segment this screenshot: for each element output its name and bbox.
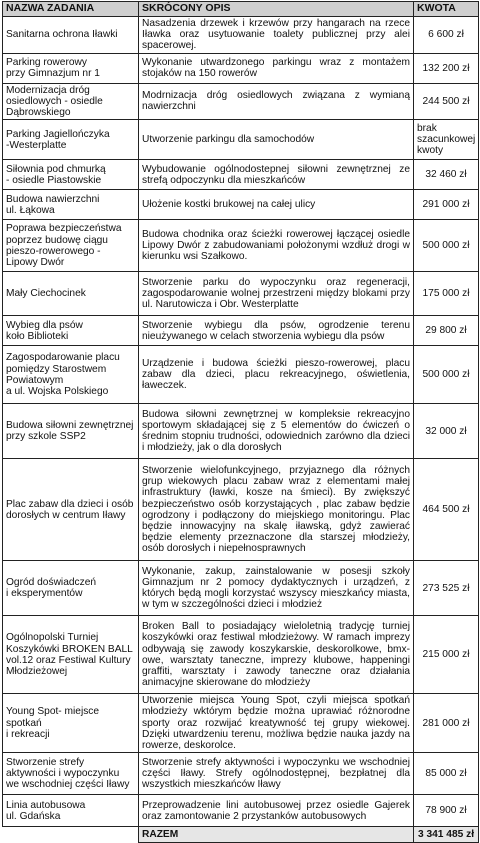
- project-description: Stworzenie wielofunkcyjnego, przyjaznego dla różnych grup wiekowych placu zabaw wraz z elementami małej infrastruktury (ławki, kosze na śmieci). By zwiększyć bezpieczeństwo osób korzystających , plac zabaw będzie ogrodzony i podłączony do miejskiego monitoringu. Plac będzie innowacyjny na skalę iławską, gdyż zawierać będzie elementy przeznaczone dla starszej młodzieży, osób dorosłych i niepełnosprawnych: [139, 459, 414, 561]
- project-amount: 132 200 zł: [414, 53, 479, 83]
- project-amount: 281 000 zł: [414, 694, 479, 753]
- table-header: [3, 2, 479, 17]
- project-description: Wybudowanie ogólnodostepnej siłowni zewnętrznej ze strefą odpoczynku dla mieszkańców: [139, 160, 414, 190]
- project-name: Young Spot- miejsce spotkań i rekreacji: [3, 694, 139, 753]
- project-amount: 500 000 zł: [414, 346, 479, 404]
- project-name: Stworzenie strefy aktywności i wypoczynku we wschodniej części Iławy: [3, 753, 139, 795]
- project-name: Mały Ciechocinek: [3, 272, 139, 316]
- project-description: Stworzenie wybiegu dla psów, ogrodzenie terenu nieużywanego w celach stworzenia wybiegu dla psów: [139, 316, 414, 346]
- table-row: [3, 404, 479, 459]
- table-row: [3, 220, 479, 272]
- project-amount: 78 900 zł: [414, 795, 479, 827]
- project-description: Nasadzenia drzewek i krzewów przy hangarach na rzece Iławka oraz usytuowanie toalety publicznej przy alei spacerowej.: [139, 17, 414, 54]
- project-amount: 32 000 zł: [414, 404, 479, 459]
- table-row: [3, 346, 479, 404]
- table-row: [3, 459, 479, 561]
- project-amount: 6 600 zł: [414, 17, 479, 54]
- project-name: Budowa nawierzchni ul. Łąkowa: [3, 190, 139, 220]
- project-description: Broken Ball to posiadający wieloletnią tradycję turniej koszykówki oraz festiwal młodzieżowy. W ramach imprezy odbywają się zawody koszykarskie, deskorolkowe, bmx-owe, warsztaty taneczne, imprezy klubowe, happeningi graffiti, warsztaty i zawody taneczne oraz działania animacyjne skierowane do młodzieży: [139, 616, 414, 694]
- project-description: Stworzenie strefy aktywności i wypoczynku we wschodniej części Iławy. Strefy ogólnodostępnej, bezpłatnej dla wszystkich mieszkańców Iławy: [139, 753, 414, 795]
- table-row: [3, 561, 479, 616]
- project-name: Poprawa bezpieczeństwa poprzez budowę ciągu pieszo-rowerowego - Lipowy Dwór: [3, 220, 139, 272]
- project-amount: 500 000 zł: [414, 220, 479, 272]
- project-name: Siłownia pod chmurką - osiedle Piastowskie: [3, 160, 139, 190]
- header-amount: KWOTA: [414, 2, 479, 17]
- project-name: Budowa siłowni zewnętrznej przy szkole SSP2: [3, 404, 139, 459]
- project-amount: 291 000 zł: [414, 190, 479, 220]
- project-name: Parking Jagiellończyka -Westerplatte: [3, 120, 139, 160]
- project-description: Stworzenie parku do wypoczynku oraz regeneracji, zagospodarowanie wolnej przestrzeni między blokami przy ul. Narutowicza i Obr. Westerplatte: [139, 272, 414, 316]
- total-spacer: [3, 827, 139, 843]
- table-row: [3, 53, 479, 83]
- project-name: Plac zabaw dla dzieci i osób dorosłych w centrum Iławy: [3, 459, 139, 561]
- project-description: Wykonanie, zakup, zainstalowanie w posesji szkoły Gimnazjum nr 2 pomocy dydaktycznych i urządzeń, z których będą mogli korzystać wszyscy mieszkańcy miasta, w tym w szczególności dzieci i młodzież: [139, 561, 414, 616]
- project-name: Linia autobusowa ul. Gdańska: [3, 795, 139, 827]
- project-description: Modrnizacja dróg osiedlowych związana z wymianą nawierzchni: [139, 83, 414, 120]
- table-row: [3, 83, 479, 120]
- project-description: Przeprowadzenie lini autobusowej przez osiedle Gajerek oraz zamontowanie 2 przystanków autobusowych: [139, 795, 414, 827]
- table-row: [3, 753, 479, 795]
- project-amount: 273 525 zł: [414, 561, 479, 616]
- project-description: Urządzenie i budowa ścieżki pieszo-rowerowej, placu zabaw dla dzieci, placu rekreacyjnego, oświetlenia, ławeczek.: [139, 346, 414, 404]
- budget-table-container: [2, 1, 478, 843]
- total-amount: 3 341 485 zł: [414, 827, 479, 843]
- project-name: Sanitarna ochrona Iławki: [3, 17, 139, 54]
- project-amount: 215 000 zł: [414, 616, 479, 694]
- project-name: Ogród doświadczeń i eksperymentów: [3, 561, 139, 616]
- project-name: Ogólnopolski Turniej Koszykówki BROKEN BALL vol.12 oraz Festiwal Kultury Młodzieżowej: [3, 616, 139, 694]
- table-row: [3, 190, 479, 220]
- budget-projects-table: [2, 1, 479, 843]
- table-row: [3, 120, 479, 160]
- table-body: [3, 17, 479, 827]
- table-row: [3, 272, 479, 316]
- total-label: RAZEM: [139, 827, 414, 843]
- project-amount: 85 000 zł: [414, 753, 479, 795]
- project-description: Utworzenie parkingu dla samochodów: [139, 120, 414, 160]
- project-amount: 32 460 zł: [414, 160, 479, 190]
- project-description: Budowa chodnika oraz ścieżki rowerowej łączącej osiedle Lipowy Dwór z zabudowaniami położonymi wzdłuż drogi w kierunku wsi Szałkowo.: [139, 220, 414, 272]
- project-description: Utworzenie miejsca Young Spot, czyli miejsca spotkań młodzieży wktórym będzie można uprawiać różnorodne sporty oraz rozwijać kreatywność tej grupy wiekowej. Dzięki utwardzeniu terenu, możliwa będzie nauka jazdy na rowerze, deskorolce.: [139, 694, 414, 753]
- total-row: [3, 827, 479, 843]
- project-description: Wykonanie utwardzonego parkingu wraz z montażem stojaków na 150 rowerów: [139, 53, 414, 83]
- project-name: Zagospodarowanie placu pomiędzy Starostwem Powiatowym a ul. Wojska Polskiego: [3, 346, 139, 404]
- table-footer: [3, 827, 479, 843]
- project-name: Modernizacja dróg osiedlowych - osiedle Dąbrowskiego: [3, 83, 139, 120]
- project-description: Ułożenie kostki brukowej na całej ulicy: [139, 190, 414, 220]
- project-name: Wybieg dla psów koło Biblioteki: [3, 316, 139, 346]
- project-amount: 29 800 zł: [414, 316, 479, 346]
- table-row: [3, 160, 479, 190]
- table-row: [3, 316, 479, 346]
- table-row: [3, 694, 479, 753]
- table-row: [3, 17, 479, 54]
- project-amount: 175 000 zł: [414, 272, 479, 316]
- table-row: [3, 616, 479, 694]
- header-description: SKRÓCONY OPIS: [139, 2, 414, 17]
- project-name: Parking rowerowy przy Gimnazjum nr 1: [3, 53, 139, 83]
- project-amount: 244 500 zł: [414, 83, 479, 120]
- project-description: Budowa siłowni zewnętrznej w kompleksie rekreacyjno sportowym składającej się z 5 elementów do ćwiczeń o średnim stopniu trudności, odowiednich zarówno dla dzieci i młodzieży, jak o dla dorosłych: [139, 404, 414, 459]
- project-amount: 464 500 zł: [414, 459, 479, 561]
- project-amount: brak szacunkowej kwoty: [414, 120, 479, 160]
- header-name: NAZWA ZADANIA: [3, 2, 139, 17]
